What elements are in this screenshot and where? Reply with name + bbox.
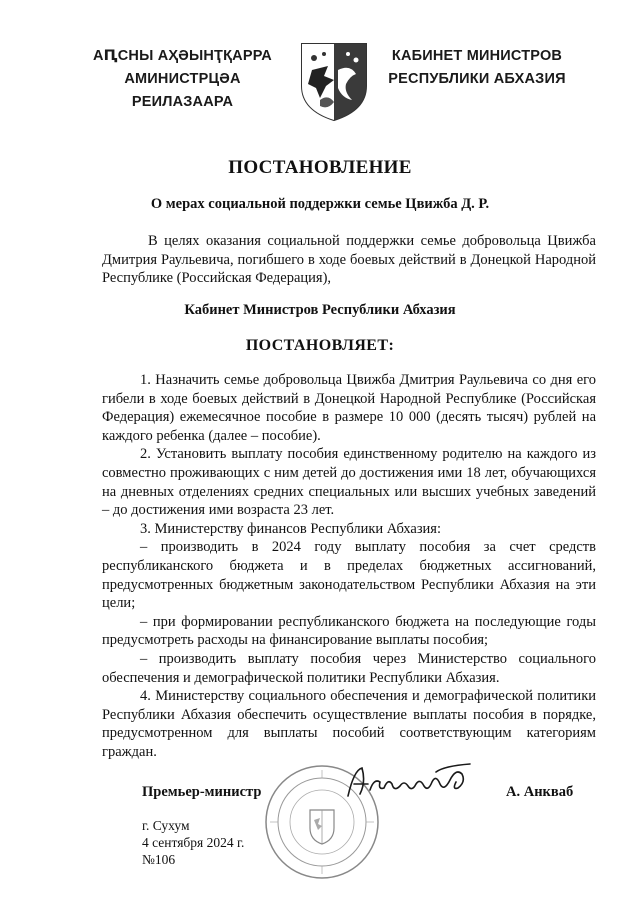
signatory-role: Премьер-министр: [142, 784, 262, 800]
place: г. Сухум: [142, 818, 190, 833]
item-3-sub-3: – производить выплату пособия через Министерство социального обеспечения и демографической политики Республики Абхазия.: [102, 650, 596, 686]
document-number: №106: [142, 852, 176, 867]
handwritten-signature: [340, 760, 480, 805]
decree-heading: ПОСТАНОВЛЯЕТ:: [245, 337, 395, 354]
item-3-sub-2: – при формировании республиканского бюджета на последующие годы предусмотреть расходы на финансирование выплаты пособия;: [102, 613, 596, 649]
state-emblem-icon: [298, 40, 370, 122]
item-3-sub-1: – производить в 2024 году выплату пособия за счет средств республиканского бюджета и в пределах бюджетных ассигнований, предусмотренных бюджетным законодательством Республики Абхазия на эти цели;: [102, 539, 596, 612]
header-right-line2: РЕСПУБЛИКИ АБХАЗИЯ: [388, 71, 566, 87]
item-4: 4. Министерству социального обеспечения и демографической политики Республики Абхазия обеспечить осуществление выплаты пособия в порядке, предусмотренном для выплаты пособий соответствующим категориям граждан.: [102, 688, 596, 760]
item-1: 1. Назначить семье добровольца Цвижба Дмитрия Раульевича со дня его гибели в ходе боевых действий в Донецкой Народной Республике (Российская Федерация) ежемесячное пособие в размере 10 000 (десять тысяч) рублей на каждого ребенка (далее – пособие).: [102, 372, 596, 444]
issuer: Кабинет Министров Республики Абхазия: [184, 302, 456, 318]
date: 4 сентября 2024 г.: [142, 835, 245, 850]
item-3: 3. Министерству финансов Республики Абхазия:: [140, 520, 442, 537]
item-2: 2. Установить выплату пособия единственному родителю на каждого из совместно проживающих с ним детей до достижения ими 18 лет, обучающихся на дневных отделениях средних специальных или высших учебных заведений – до достижения ими возраста 23 лет.: [102, 446, 596, 519]
header-left-abkhaz: [80, 45, 285, 114]
decree-items: [102, 371, 596, 761]
signatory-name: А. Анкваб: [506, 784, 574, 800]
document-subtitle: О мерах социальной поддержки семье Цвижба Д. Р.: [150, 196, 490, 212]
header-right-russian: [382, 45, 572, 91]
document-title: ПОСТАНОВЛЕНИЕ: [228, 157, 412, 178]
preamble: В целях оказания социальной поддержки семье добровольца Цвижба Дмитрия Раульевича, погибшего в ходе боевых действий в Донецкой Народной Республике (Российская Федерация),: [102, 233, 596, 287]
header-left-line1: АԤСНЫ АҲӘЫНҬҚАРРА: [93, 48, 272, 64]
header-right-line1: КАБИНЕТ МИНИСТРОВ: [391, 48, 563, 64]
header-left-line2: АМИНИСТРЦӘА РЕИЛАЗААРА: [124, 71, 241, 110]
